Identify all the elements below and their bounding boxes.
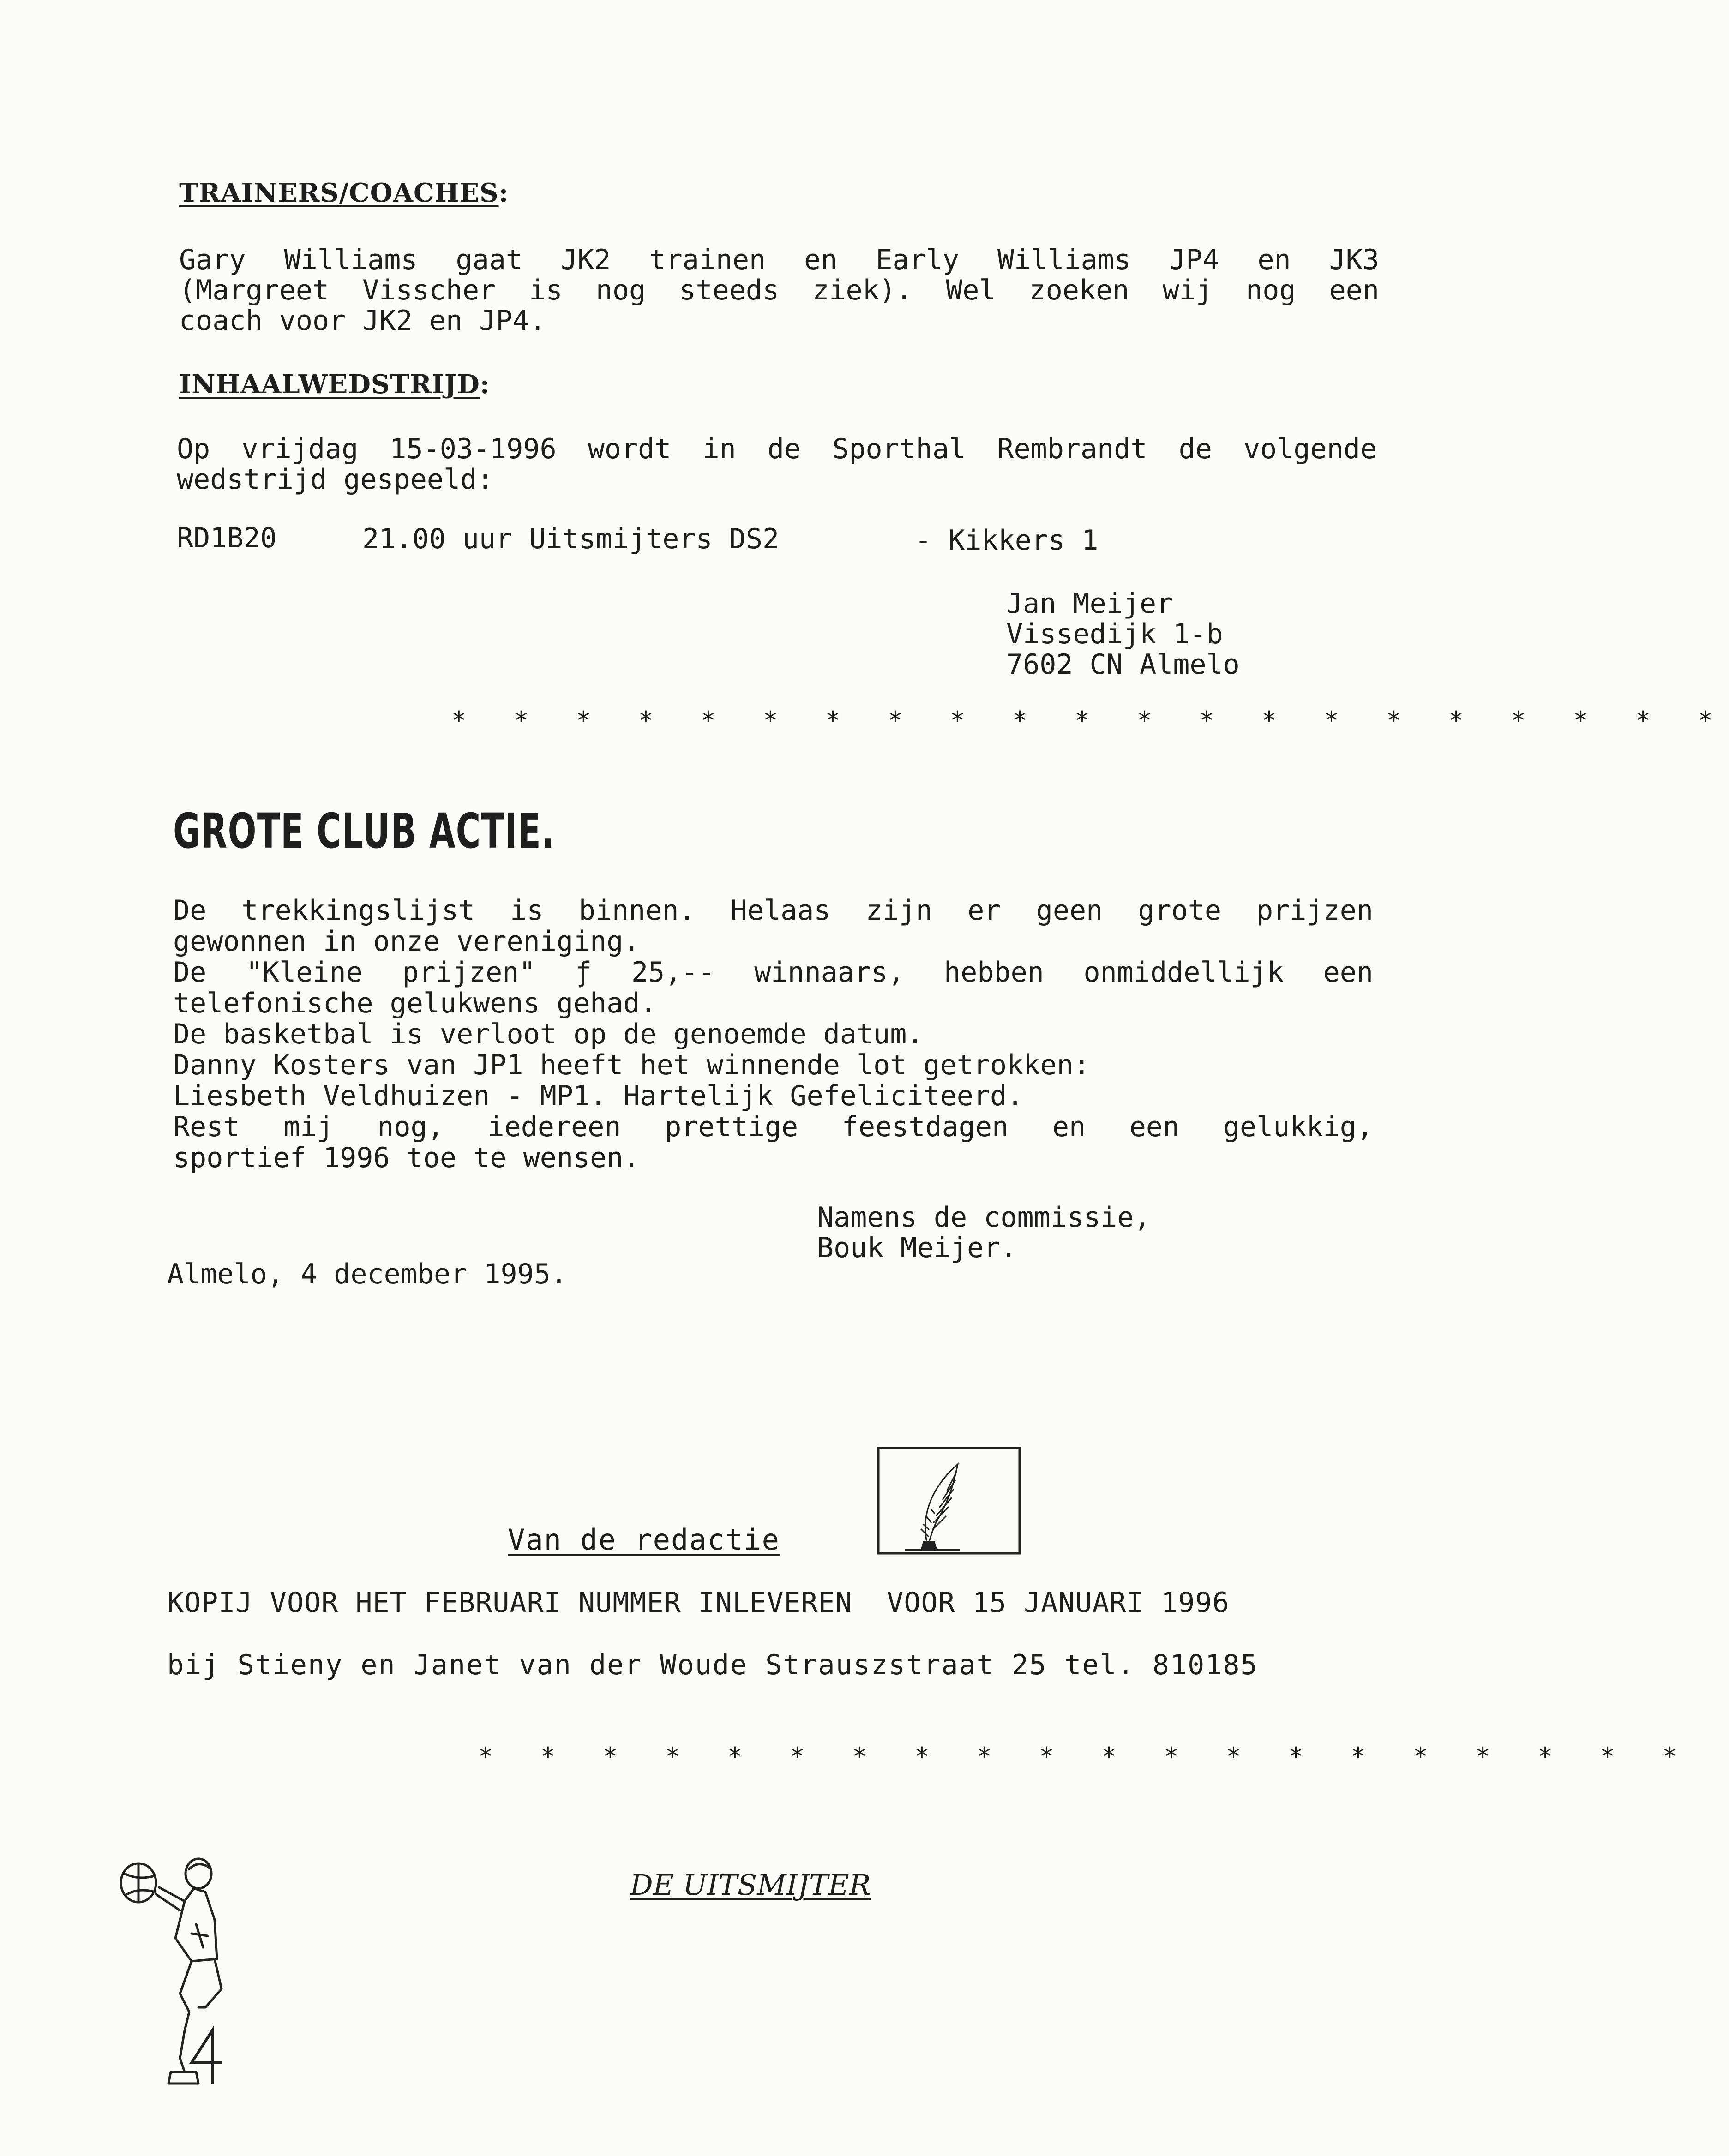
match-opponent: - Kikkers 1 xyxy=(915,524,1099,557)
club-actie-title: GROTE CLUB ACTIE. xyxy=(173,803,555,859)
trainers-heading xyxy=(179,178,509,208)
club-line-2: gewonnen in onze vereniging. xyxy=(173,925,640,958)
match-time-team: 21.00 uur Uitsmijters DS2 xyxy=(362,523,780,555)
club-actie-signature xyxy=(817,1202,1150,1263)
club-line-5: De basketbal is verloot op de genoemde datum. xyxy=(173,1018,924,1050)
signature-commissie: Namens de commissie, xyxy=(817,1201,1151,1234)
redactie-title: Van de redactie xyxy=(508,1523,780,1557)
inhaal-heading-text: INHAALWEDSTRIJD xyxy=(179,369,480,400)
separator-stars-2: * * * * * * * * * * * * * * * * * * * * xyxy=(478,1742,1693,1771)
signature-name: Jan Meijer xyxy=(1006,587,1173,620)
page-number xyxy=(115,1855,116,1856)
trainers-heading-colon: : xyxy=(498,178,509,208)
match-code: RD1B20 xyxy=(177,522,277,554)
redactie-address-line: bij Stieny en Janet van der Woude Strauszstraat 25 tel. 810185 xyxy=(167,1649,1258,1681)
club-line-8: Rest mij nog, iedereen prettige feestdagen en een gelukkig, xyxy=(173,1111,1373,1143)
club-line-6: Danny Kosters van JP1 heeft het winnende lot getrokken: xyxy=(173,1049,1090,1081)
signature-city: 7602 CN Almelo xyxy=(1006,648,1240,681)
inhaal-line-2: wedstrijd gespeeld: xyxy=(177,463,494,496)
inhaal-heading-colon: : xyxy=(480,369,490,400)
signature-street: Vissedijk 1-b xyxy=(1006,618,1223,650)
club-line-9: sportief 1996 toe te wensen. xyxy=(173,1142,640,1174)
club-actie-paragraph xyxy=(173,895,1373,1174)
inhaal-signature xyxy=(1006,588,1240,680)
trainers-line-3: coach voor JK2 en JP4. xyxy=(179,305,546,337)
club-line-7: Liesbeth Veldhuizen - MP1. Hartelijk Gefeliciteerd. xyxy=(173,1080,1024,1112)
club-line-4: telefonische gelukwens gehad. xyxy=(173,987,657,1019)
trainers-line-2: (Margreet Visscher is nog steeds ziek). Wel zoeken wij nog een xyxy=(179,274,1379,306)
separator-stars: * * * * * * * * * * * * * * * * * * * * * xyxy=(451,706,1729,735)
redactie-kopij-line: KOPIJ VOOR HET FEBRUARI NUMMER INLEVEREN VOOR 15 JANUARI 1996 xyxy=(167,1587,1230,1619)
trainers-line-1: Gary Williams gaat JK2 trainen en Early Williams JP4 en JK3 xyxy=(179,244,1379,276)
quill-inkwell-icon xyxy=(877,1447,1021,1555)
inhaal-heading xyxy=(179,369,490,400)
club-line-1: De trekkingslijst is binnen. Helaas zijn er geen grote prijzen xyxy=(173,894,1373,927)
inhaal-paragraph xyxy=(177,434,1377,495)
club-line-3: De "Kleine prijzen" ƒ 25,-- winnaars, hebben onmiddellijk een xyxy=(173,956,1373,988)
basketball-player-illustration xyxy=(115,1855,245,2090)
inhaal-line-1: Op vrijdag 15-03-1996 wordt in de Sporthal Rembrandt de volgende xyxy=(177,433,1377,465)
trainers-heading-text: TRAINERS/COACHES xyxy=(179,178,499,208)
signature-bouk: Bouk Meijer. xyxy=(817,1232,1017,1264)
trainers-paragraph xyxy=(179,245,1379,336)
place-date: Almelo, 4 december 1995. xyxy=(167,1258,567,1290)
footer-title: DE UITSMIJTER xyxy=(630,1868,871,1902)
